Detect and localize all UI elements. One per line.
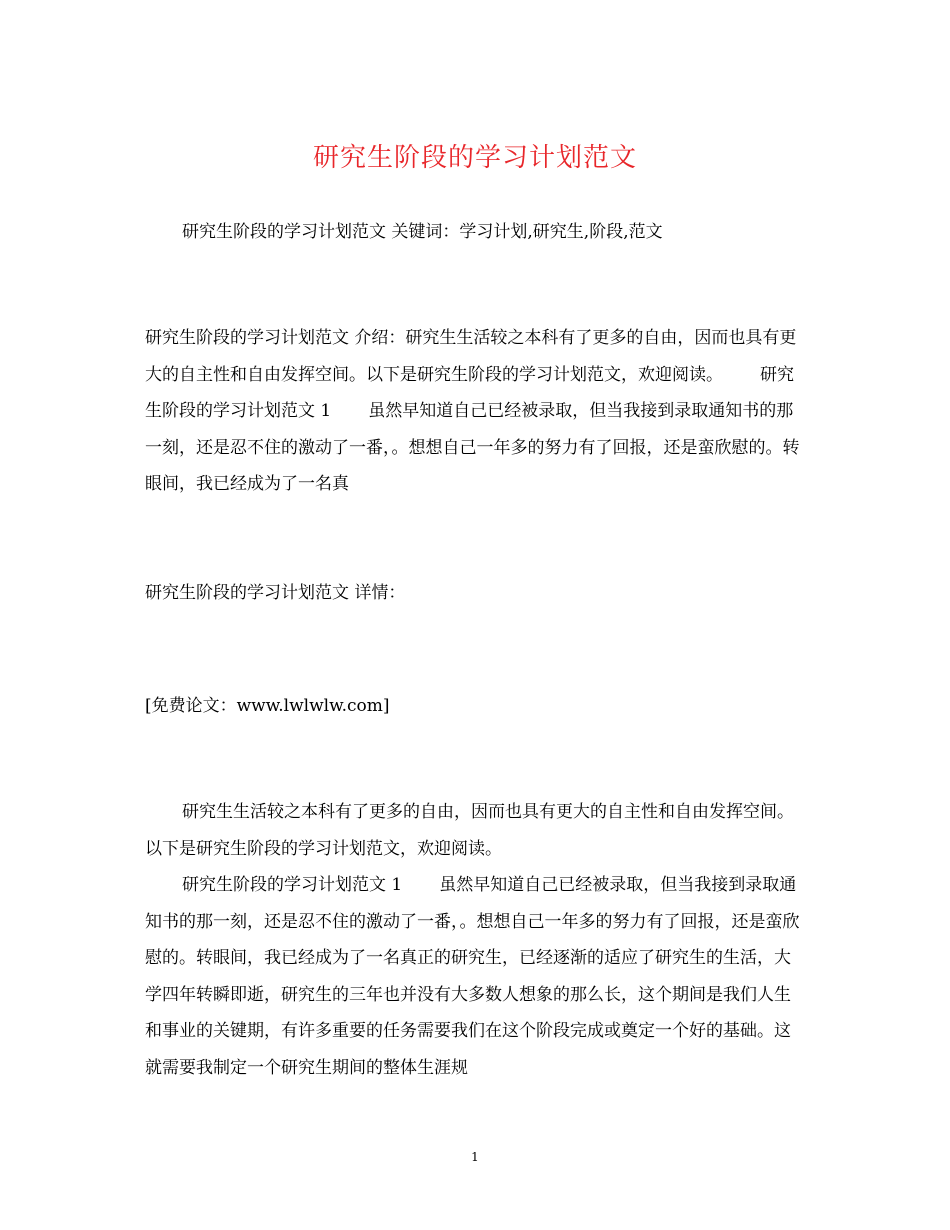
intro-heading: 研究生阶段的学习计划范文 1 <box>145 364 794 421</box>
page-number: 1 <box>471 1150 479 1164</box>
intro-excerpt: 虽然早知道自己已经被录取，但当我接到录取通知书的那一刻，还是忍不住的激动了一番，。想想自己一年多的努力有了回报，还是蛮欣慰的。转眼间，我已经成为了一名真 <box>145 401 800 494</box>
source-note: [免费论文：www.lwlwlw.com] <box>145 696 390 716</box>
body-paragraph-1: 研究生生活较之本科有了更多的自由，因而也具有更大的自主性和自由发挥空间。以下是研究生阶段的学习计划范文，欢迎阅读。 <box>145 802 794 859</box>
body-paragraph-2 <box>145 867 805 1086</box>
details-label: 研究生阶段的学习计划范文 详情： <box>145 583 406 603</box>
body-paragraph-2-heading: 研究生阶段的学习计划范文 1 <box>182 875 403 895</box>
body-paragraph-2-text: 虽然早知道自己已经被录取，但当我接到录取通知书的那一刻，还是忍不住的激动了一番，。想想自己一年多的努力有了回报，还是蛮欣慰的。转眼间，我已经成为了一名真正的研究生，已经逐渐的适应了研究生的生活，大学四年转瞬即逝，研究生的三年也并没有大多数人想象的那么长，这个期间是我们人生和事业的关键期，有许多重要的任务需要我们在这个阶段完成或奠定一个好的基础。这就需要我制定一个研究生期间的整体生涯规 <box>145 875 800 1078</box>
intro-paragraph <box>145 320 805 503</box>
keywords-line: 研究生阶段的学习计划范文 关键词：学习计划,研究生,阶段,范文 <box>182 222 663 242</box>
document-title: 研究生阶段的学习计划范文 <box>312 143 637 173</box>
intro-text: 研究生阶段的学习计划范文 介绍：研究生生活较之本科有了更多的自由，因而也具有更大的自主性和自由发挥空间。以下是研究生阶段的学习计划范文，欢迎阅读。 <box>145 328 797 385</box>
